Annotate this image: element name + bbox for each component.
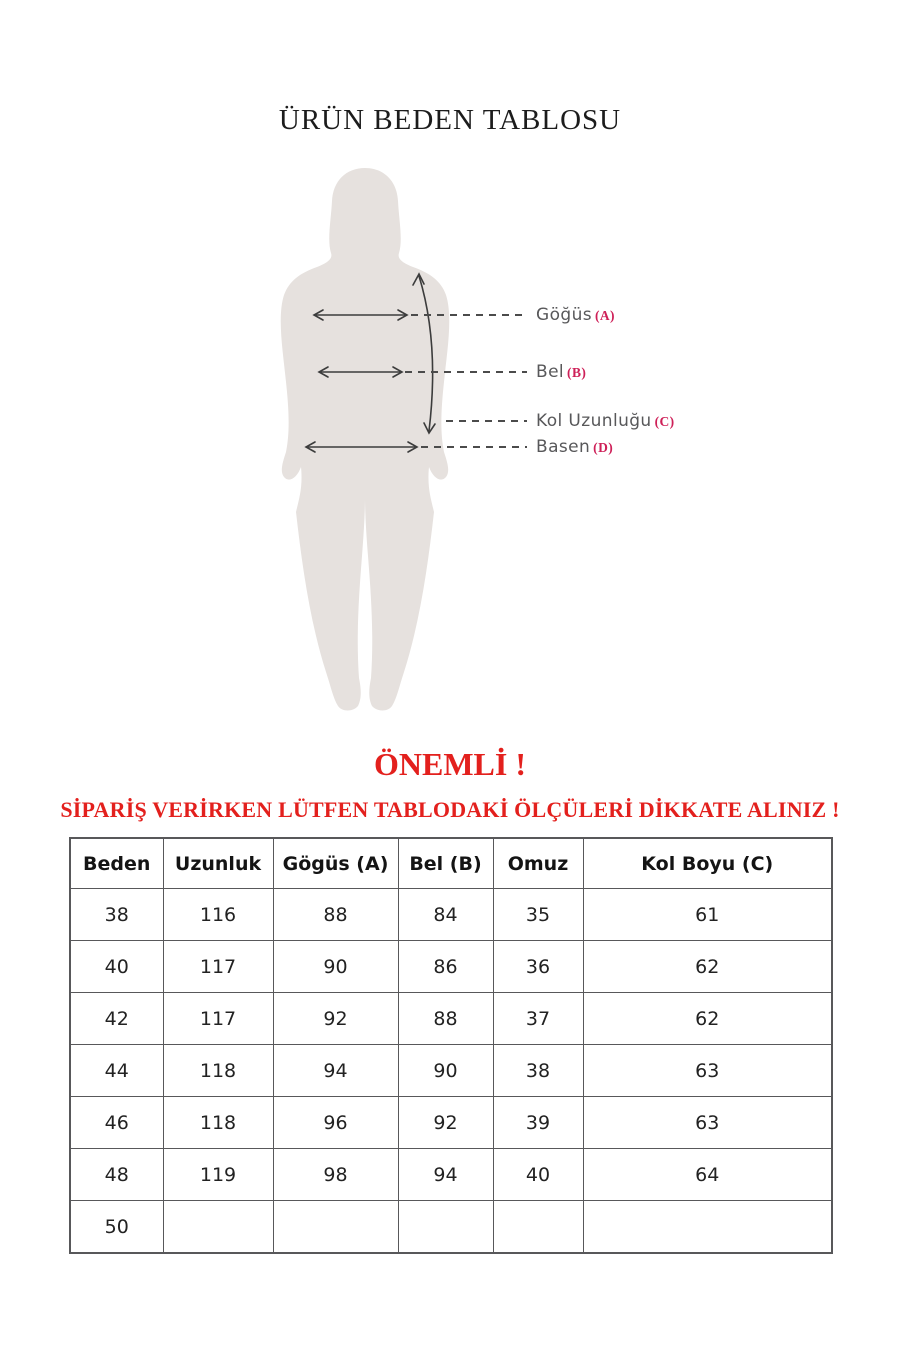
table-cell: 62 <box>583 993 832 1045</box>
table-cell: 42 <box>70 993 163 1045</box>
measurement-label-bel <box>536 362 586 382</box>
table-cell: 61 <box>583 889 832 941</box>
table-cell: 84 <box>398 889 493 941</box>
table-cell: 116 <box>163 889 273 941</box>
label-letter: (B) <box>567 365 587 380</box>
label-letter: (D) <box>593 440 614 455</box>
table-cell: 48 <box>70 1149 163 1201</box>
table-cell: 92 <box>398 1097 493 1149</box>
table-cell: 50 <box>70 1201 163 1254</box>
table-cell: 62 <box>583 941 832 993</box>
table-cell <box>273 1201 398 1254</box>
table-cell <box>398 1201 493 1254</box>
table-row <box>70 1097 832 1149</box>
table-cell: 36 <box>493 941 583 993</box>
table-cell: 44 <box>70 1045 163 1097</box>
size-table <box>69 837 833 1254</box>
table-cell: 118 <box>163 1097 273 1149</box>
table-row <box>70 941 832 993</box>
body-silhouette <box>281 168 450 711</box>
header-cell-kol-boyu: Kol Boyu (C) <box>583 838 832 889</box>
table-cell: 38 <box>493 1045 583 1097</box>
table-row <box>70 1201 832 1254</box>
label-text: Basen <box>536 437 591 457</box>
table-cell <box>163 1201 273 1254</box>
table-cell: 90 <box>398 1045 493 1097</box>
warning-heading: ÖNEMLİ ! <box>374 746 526 782</box>
table-cell: 35 <box>493 889 583 941</box>
table-cell: 118 <box>163 1045 273 1097</box>
measurement-label-gogus <box>536 305 615 325</box>
label-text: Göğüs <box>536 305 592 325</box>
table-cell: 37 <box>493 993 583 1045</box>
measurement-label-kol-uzunlugu <box>536 411 675 431</box>
header-cell-omuz: Omuz <box>493 838 583 889</box>
label-letter: (A) <box>595 308 615 323</box>
header-cell-beden: Beden <box>70 838 163 889</box>
measurement-label-basen <box>536 437 613 457</box>
table-cell: 46 <box>70 1097 163 1149</box>
table-cell: 88 <box>398 993 493 1045</box>
table-row <box>70 1149 832 1201</box>
table-cell: 64 <box>583 1149 832 1201</box>
table-cell: 63 <box>583 1045 832 1097</box>
table-cell: 92 <box>273 993 398 1045</box>
header-cell-uzunluk: Uzunluk <box>163 838 273 889</box>
header-cell-gogus: Gögüs (A) <box>273 838 398 889</box>
header-cell-bel: Bel (B) <box>398 838 493 889</box>
table-row <box>70 889 832 941</box>
table-cell: 88 <box>273 889 398 941</box>
warning-subheading: SİPARİŞ VERİRKEN LÜTFEN TABLODAKİ ÖLÇÜLERİ DİKKATE ALINIZ ! <box>60 797 840 822</box>
table-cell: 40 <box>70 941 163 993</box>
table-cell: 96 <box>273 1097 398 1149</box>
table-cell <box>583 1201 832 1254</box>
table-row <box>70 1045 832 1097</box>
table-cell: 90 <box>273 941 398 993</box>
table-cell: 39 <box>493 1097 583 1149</box>
table-cell: 40 <box>493 1149 583 1201</box>
label-text: Bel <box>536 362 565 382</box>
table-cell: 94 <box>398 1149 493 1201</box>
table-cell: 94 <box>273 1045 398 1097</box>
label-text: Kol Uzunluğu <box>536 411 652 431</box>
page-title: ÜRÜN BEDEN TABLOSU <box>278 104 622 136</box>
table-cell: 63 <box>583 1097 832 1149</box>
table-cell <box>493 1201 583 1254</box>
table-cell: 117 <box>163 941 273 993</box>
table-cell: 38 <box>70 889 163 941</box>
table-cell: 119 <box>163 1149 273 1201</box>
table-cell: 98 <box>273 1149 398 1201</box>
table-cell: 86 <box>398 941 493 993</box>
table-cell: 117 <box>163 993 273 1045</box>
table-row <box>70 993 832 1045</box>
body-measurement-diagram <box>230 160 530 730</box>
header-row <box>70 838 832 889</box>
label-letter: (C) <box>654 414 675 429</box>
